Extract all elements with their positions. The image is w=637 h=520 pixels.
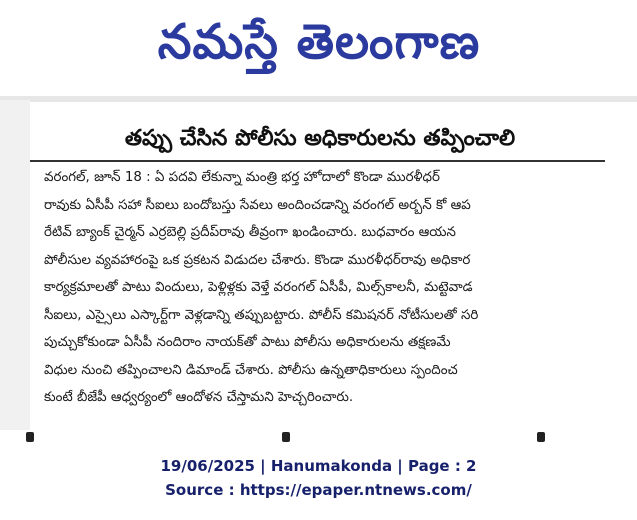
article-headline: తప్పు చేసిన పోలీసు అధికారులను తప్పించాలి: [124, 126, 516, 151]
article-line: కుంటే బీజేపీ ఆధ్వర్యంలో ఆందోళన చేస్తామని హెచ్చరించారు.: [44, 390, 354, 405]
source-url[interactable]: Source : https://epaper.ntnews.com/: [165, 481, 472, 499]
masthead-logo: నమస్తే తెలంగాణ: [157, 14, 481, 70]
article-line: వరంగల్, జూన్ 18 : ఏ పదవి లేకున్నా మంత్రి భర్త హోదాలో కొండా మురళీధర్: [44, 170, 440, 185]
article-line: సీఐలు, ఎస్సైలు ఎస్కార్ట్‌గా వెళ్లడాన్ని తప్పుబట్టారు. పోలీస్ కమిషనర్ నోటీసులతో సరి: [44, 307, 479, 323]
article-line: విధుల నుంచి తప్పించాలని డిమాండ్ చేశారు. పోలీసు ఉన్నతాధికారులు స్పందించ: [44, 362, 458, 378]
edge-mark: [282, 432, 290, 442]
headline-divider: [30, 160, 605, 162]
article-line: రేటివ్ బ్యాంక్ చైర్మన్ ఎర్రబెల్లి ప్రదీప్‌రావు తీవ్రంగా ఖండించారు. బుధవారం ఆయన: [44, 225, 456, 240]
article-line: కార్యక్రమాలతో పాటు విందులు, పెళ్లిళ్లకు వెళ్తే వరంగల్ ఏసీపీ, మిల్స్‌కాలనీ, మట్టెవాడ: [44, 280, 473, 295]
clipping-left-margin: [0, 100, 30, 430]
clipping-bottom-edge: [0, 430, 637, 446]
article-line: పుచ్చుకోకుండా ఏసీపీ నందిరాం నాయక్‌తో పాటు పోలీసు అధికారులను తక్షణమే: [44, 335, 451, 350]
article-line: రావుకు ఏసీపీ సహా సీఐలు బందోబస్తు సేవలు అందించడాన్ని వరంగల్ అర్బన్ కో ఆప: [44, 197, 471, 213]
masthead: [0, 0, 637, 92]
date-edition-page: 19/06/2025 | Hanumakonda | Page : 2: [160, 457, 477, 475]
clipping-top-border: [0, 96, 637, 102]
article-body: [44, 164, 608, 410]
edge-mark: [537, 432, 545, 442]
edge-mark: [26, 432, 34, 442]
source-caption: [0, 454, 637, 502]
article-line: పోలీసుల వ్యవహారంపై ఒక ప్రకటన విడుదల చేశారు. కొండా మురళీధర్‌రావు అధికార: [44, 252, 471, 268]
